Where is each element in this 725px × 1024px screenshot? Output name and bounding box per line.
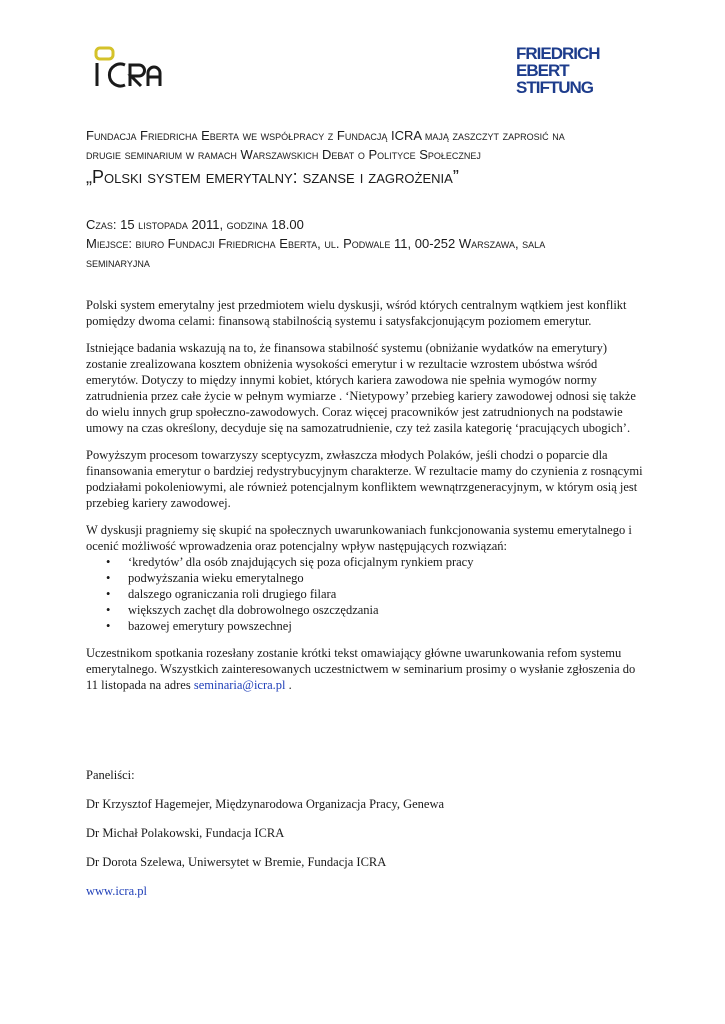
website-link[interactable]: www.icra.pl — [86, 884, 147, 898]
list-item-text: ‘kredytów’ dla osób znajdujących się poza oficjalnym rynkiem pracy — [128, 555, 474, 569]
icra-logo — [93, 46, 167, 92]
list-item — [106, 570, 646, 586]
paragraph-1: Polski system emerytalny jest przedmiotem wielu dyskusji, wśród których centralnym wątkiem jest konflikt pomiędzy dwoma celami: finansową stabilnością systemu i satysfakcjonującym poziomem emerytur. — [86, 298, 627, 328]
paragraph-5-text: Uczestnikom spotkania rozesłany zostanie krótki tekst omawiający główne uwarunkowania refom systemu emerytalnego. Wszystkich zainteresowanych uczestnictwem w seminarium prosimy o wysłanie zgłoszenia do 11 listopada na adres — [86, 646, 636, 692]
fes-logo-line-2: EBERT — [516, 61, 569, 80]
list-item — [106, 618, 646, 634]
bullet-icon: • — [106, 555, 111, 569]
document-body — [86, 297, 646, 704]
list-item — [106, 602, 646, 618]
bullet-icon: • — [106, 587, 111, 601]
email-link[interactable]: seminaria@icra.pl — [193, 678, 286, 692]
paragraph-4: W dyskusji pragniemy się skupić na społecznych uwarunkowaniach funkcjonowania systemu emerytalnego i ocenić możliwość wprowadzenia oraz potencjalny wpływ następujących rozwiązań: — [86, 523, 632, 553]
panelist-item: Dr Dorota Szelewa, Uniwersytet w Bremie, Fundacja ICRA — [86, 855, 387, 869]
list-item-text: podwyższania wieku emerytalnego — [128, 571, 304, 585]
panelists-heading: Paneliści: — [86, 768, 135, 782]
paragraph-5 — [86, 645, 646, 693]
paragraph-2: Istniejące badania wskazują na to, że finansowa stabilność systemu (obniżanie wydatków na emerytury) zostanie zrealizowana kosztem obniżenia wysokości emerytur i w rezultacie wzrostem ubóstwa wśród emerytów. Dotyczy to między innymi kobiet, których kariera zawodowa nie spełnia wymogów normy zatrudnienia przez całe życie w pełnym wymiarze . ‘Nietypowy’ przebieg kariery zawodowej odnosi się także do wielu innych grup społeczno-zawodowych. Coraz więcej pracowników jest zatrudnionych na podstawie umowy na czas określony, decyduje się na samozatrudnienie, czy też zasila kategorię ‘pracujących ubogich’. — [86, 341, 636, 435]
bullet-icon: • — [106, 619, 111, 633]
paragraph-5-end: . — [285, 678, 292, 692]
list-item-text: bazowej emerytury powszechnej — [128, 619, 292, 633]
invitation-intro-line-2: drugie seminarium w ramach Warszawskich Debat o Polityce Społecznej — [86, 147, 481, 162]
fes-logo-line-1: FRIEDRICH — [516, 44, 600, 63]
list-item-text: dalszego ograniczania roli drugiego filara — [128, 587, 337, 601]
invitation-header — [86, 126, 646, 188]
event-details — [86, 215, 646, 272]
seminar-title: „Polski system emerytalny: szanse i zagrożenia” — [86, 167, 459, 187]
panelists-section — [86, 767, 646, 910]
invitation-intro-line-1: Fundacja Friedricha Eberta we współpracy z Fundacją ICRA mają zaszczyt zaprosić na — [86, 128, 565, 143]
event-place-line-1: Miejsce: biuro Fundacji Friedricha Eberta, ul. Podwale 11, 00-252 Warszawa, sala — [86, 236, 546, 251]
panelist-item: Dr Michał Polakowski, Fundacja ICRA — [86, 826, 285, 840]
list-item — [106, 554, 646, 570]
website-link-line — [86, 883, 646, 899]
bullet-icon: • — [106, 603, 111, 617]
list-item-text: większych zachęt dla dobrowolnego oszczędzania — [128, 603, 379, 617]
event-place-line-2: seminaryjna — [86, 255, 150, 270]
paragraph-3: Powyższym procesom towarzyszy sceptycyzm, zwłaszcza młodych Polaków, jeśli chodzi o poparcie dla finansowania emerytur o bardziej redystrybucyjnym charakterze. W rezultacie mamy do czynienia z rosnącymi podziałami pokoleniowymi, ale również potencjalnym konfliktem wewnątrzgeneracyjnym, w którym osią jest przebieg kariery zawodowej. — [86, 448, 643, 510]
panelist-item: Dr Krzysztof Hagemejer, Międzynarodowa Organizacja Pracy, Genewa — [86, 797, 445, 811]
bullet-icon: • — [106, 571, 111, 585]
event-time: Czas: 15 listopada 2011, godzina 18.00 — [86, 217, 304, 232]
list-item — [106, 586, 646, 602]
fes-logo-line-3: STIFTUNG — [516, 78, 593, 97]
solutions-list — [86, 554, 646, 634]
fes-logo — [516, 45, 608, 97]
